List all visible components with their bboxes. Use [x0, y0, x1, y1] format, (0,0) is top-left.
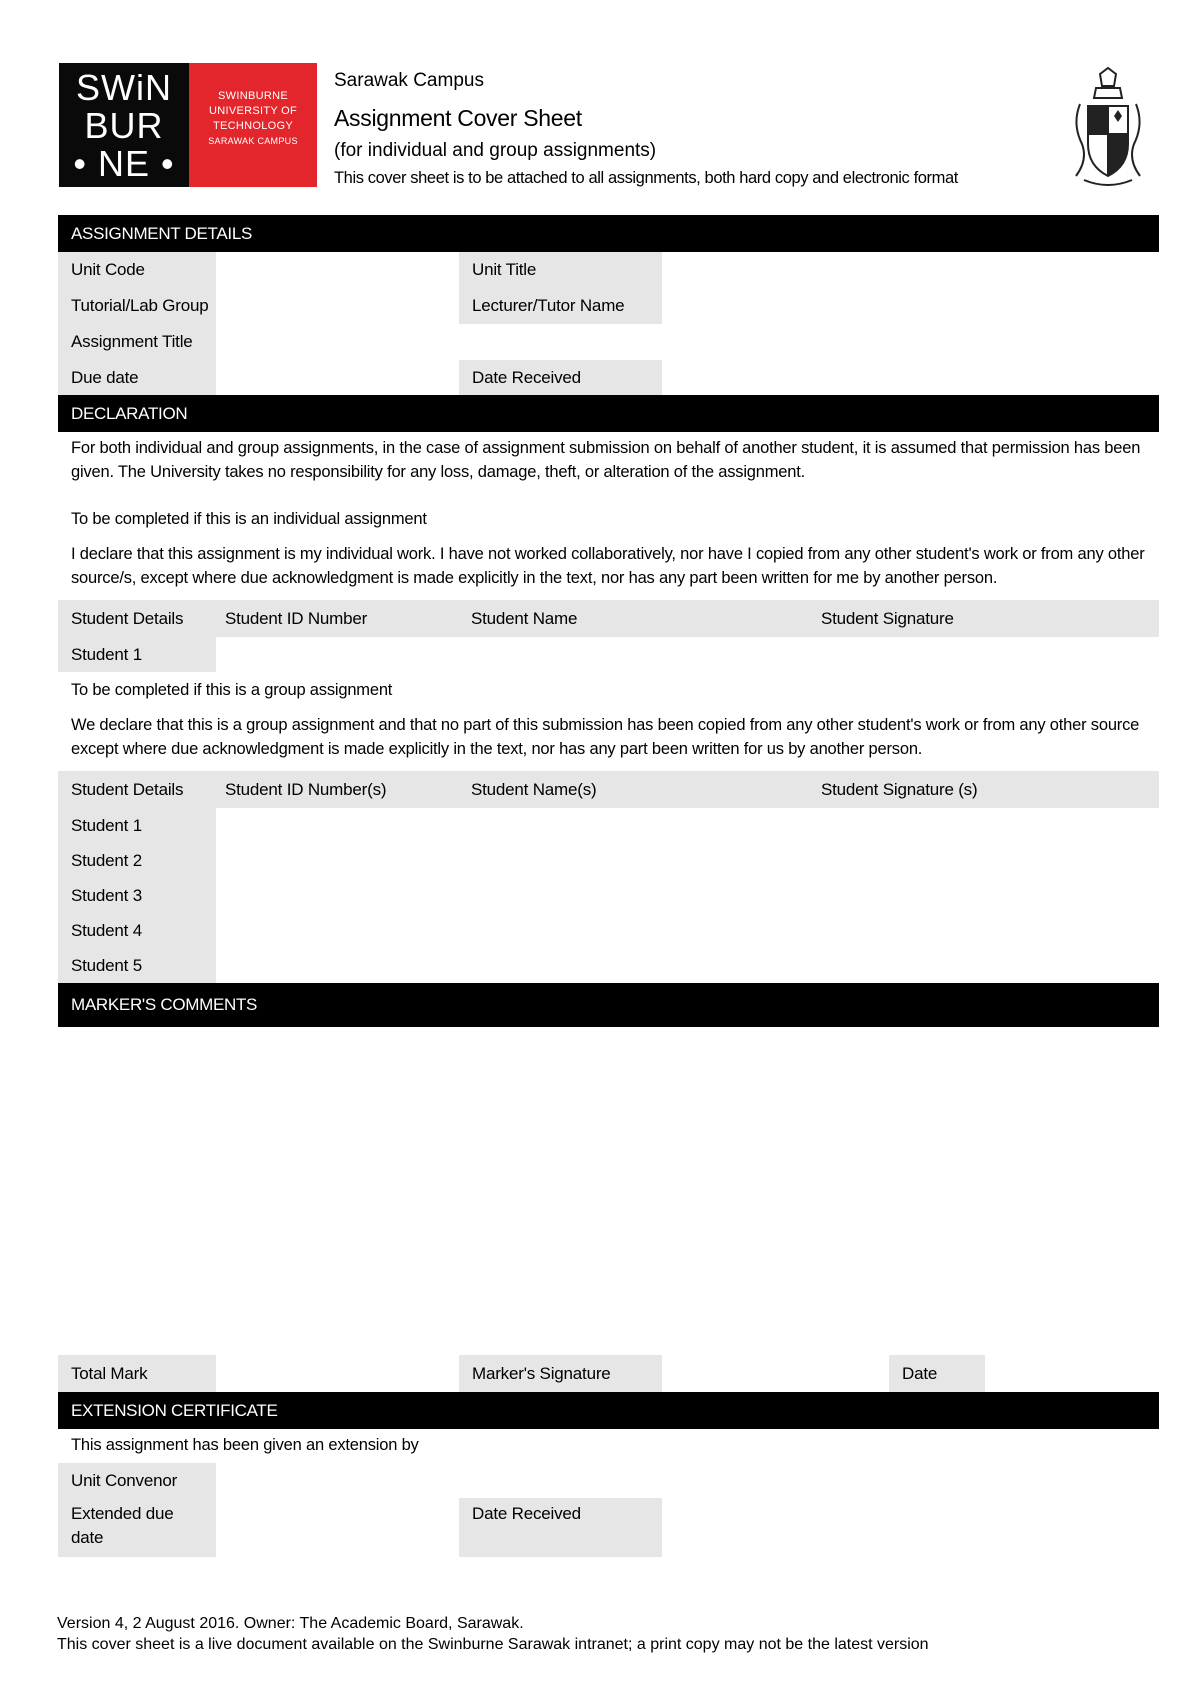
- group-col-student-name: Student Name(s): [471, 779, 597, 799]
- assignment-details-heading: ASSIGNMENT DETAILS: [58, 215, 1159, 252]
- individual-col-student-name: Student Name: [471, 608, 578, 628]
- campus-name: Sarawak Campus: [334, 70, 484, 91]
- marker-date-label: Date: [889, 1355, 985, 1392]
- markers-signature-label: Marker's Signature: [459, 1355, 662, 1392]
- extended-due-date-label: Extended due date: [71, 1504, 174, 1547]
- group-declaration-text: We declare that this is a group assignment and that no part of this submission has been copied from any other student's work or from any other source except where due acknowledgment is made explicitly in the text, nor has any part been written for us by another person.: [71, 716, 1140, 758]
- crest-icon: [1066, 64, 1150, 188]
- group-col-student-details: Student Details: [71, 779, 184, 799]
- logo-name-line-4: SARAWAK CAMPUS: [208, 136, 298, 146]
- version-footer: Version 4, 2 August 2016. Owner: The Academic Board, Sarawak.: [57, 1615, 524, 1632]
- individual-col-student-details: Student Details: [71, 608, 184, 628]
- extended-due-date-cell: [58, 1498, 216, 1557]
- logo-name-line-2: UNIVERSITY OF: [208, 105, 298, 117]
- extension-intro: This assignment has been given an extension by: [71, 1436, 419, 1454]
- extension-date-received-cell: [459, 1498, 662, 1557]
- logo-name-panel: [189, 63, 317, 187]
- individual-heading: To be completed if this is an individual assignment: [71, 510, 427, 528]
- extension-date-received-label: Date Received: [472, 1504, 581, 1523]
- group-heading: To be completed if this is a group assignment: [71, 681, 393, 699]
- page-title: Assignment Cover Sheet: [334, 105, 582, 131]
- unit-title-label: Unit Title: [459, 252, 662, 288]
- declaration-intro: For both individual and group assignments, in the case of assignment submission on behalf of another student, it is assumed that permission has been given. The University takes no responsibility for any loss, damage, theft, or alteration of the assignment.: [71, 439, 1141, 481]
- markers-comments-heading: MARKER'S COMMENTS: [58, 983, 1159, 1027]
- assignment-title-label: Assignment Title: [58, 324, 216, 360]
- individual-col-student-signature: Student Signature: [821, 608, 954, 628]
- logo-name-line-3: TECHNOLOGY: [212, 120, 293, 132]
- group-col-student-signature: Student Signature (s): [821, 779, 978, 799]
- group-row-student-1: Student 1: [71, 815, 142, 835]
- unit-code-label: Unit Code: [58, 252, 216, 288]
- logo-word-line-3: • NE •: [73, 143, 175, 184]
- cover-sheet-note: This cover sheet is to be attached to all assignments, both hard copy and electronic format: [334, 169, 958, 187]
- tutorial-group-label: Tutorial/Lab Group: [58, 288, 216, 324]
- group-row-student-3: Student 3: [71, 885, 142, 905]
- group-rows-column: [58, 808, 216, 983]
- logo-word-line-2: BUR: [84, 105, 164, 146]
- unit-convenor-label: Unit Convenor: [58, 1463, 216, 1498]
- lecturer-name-label: Lecturer/Tutor Name: [459, 288, 662, 324]
- extension-certificate-heading: EXTENSION CERTIFICATE: [58, 1392, 1159, 1429]
- date-received-label: Date Received: [459, 360, 662, 395]
- swinburne-logo: [59, 63, 189, 187]
- total-mark-label: Total Mark: [58, 1355, 216, 1392]
- page-subtitle: (for individual and group assignments): [334, 140, 657, 161]
- group-col-student-id: Student ID Number(s): [225, 779, 387, 799]
- live-document-note: This cover sheet is a live document available on the Swinburne Sarawak intranet; a print copy may not be the latest version: [57, 1636, 929, 1653]
- individual-col-student-id: Student ID Number: [225, 608, 368, 628]
- group-row-student-5: Student 5: [71, 955, 142, 975]
- individual-row-student-1: Student 1: [58, 637, 216, 672]
- group-row-student-2: Student 2: [71, 850, 142, 870]
- logo-name-line-1: SWINBURNE: [218, 90, 288, 102]
- individual-declaration-text: I declare that this assignment is my individual work. I have not worked collaboratively, nor have I copied from any other student's work or from any other source/s, except where due acknowledgment is made explicitly in the text, nor has any part been written for me by another person.: [71, 545, 1145, 587]
- group-row-student-4: Student 4: [71, 920, 142, 940]
- declaration-heading: DECLARATION: [58, 395, 1159, 432]
- logo-word-line-1: SWiN: [76, 67, 172, 108]
- due-date-label: Due date: [58, 360, 216, 395]
